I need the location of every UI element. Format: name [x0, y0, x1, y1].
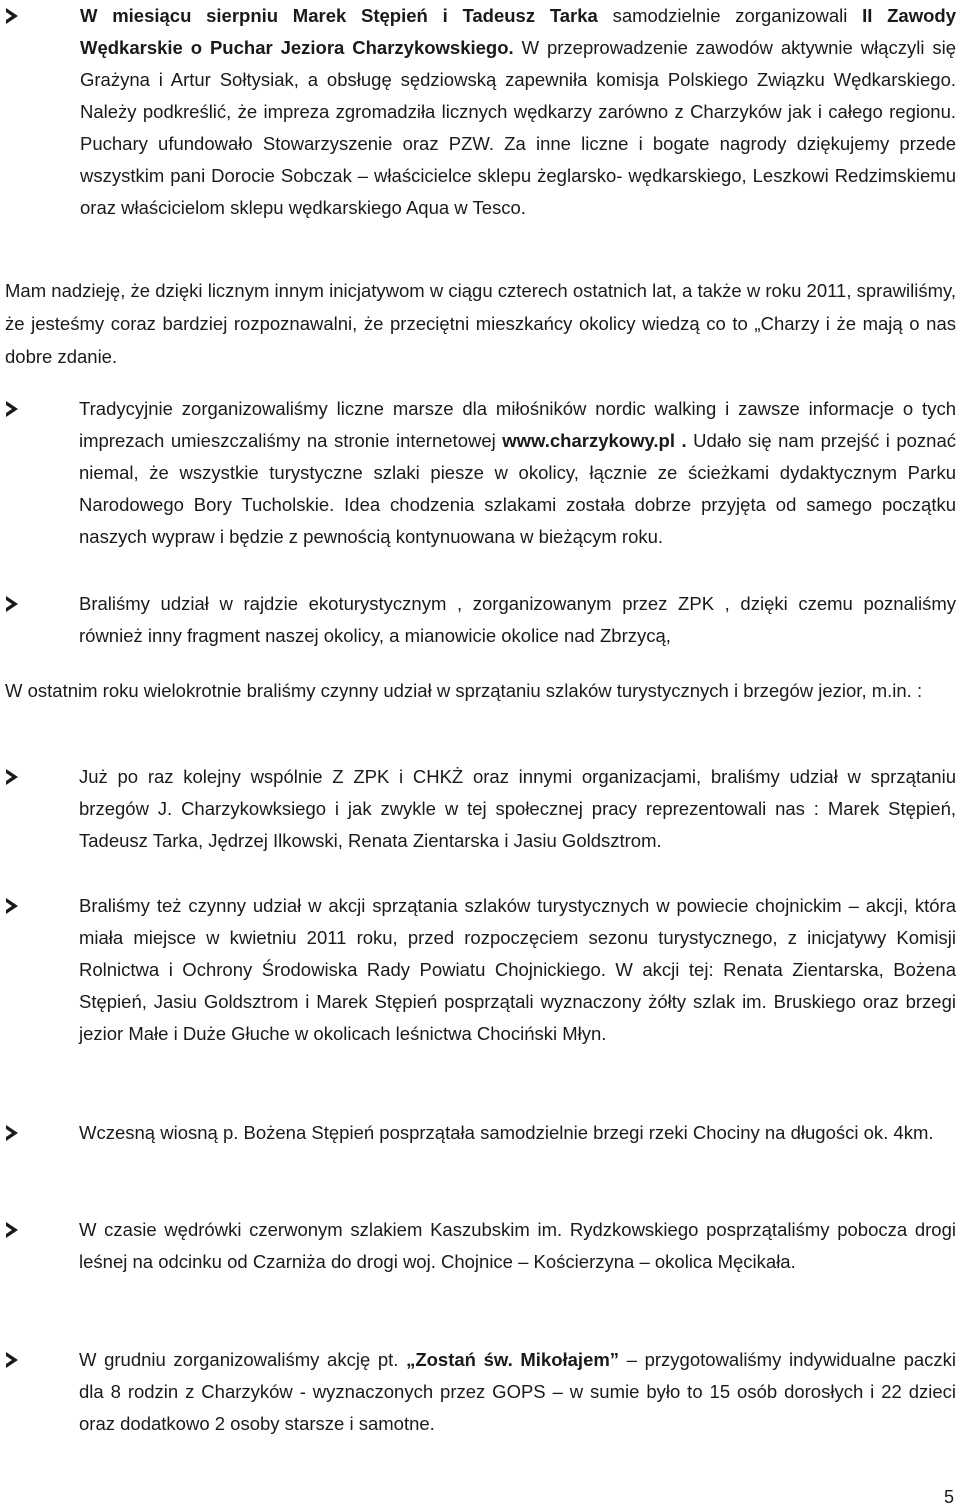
text-span: Tradycyjnie zorganizowaliśmy liczne marsze dla miłośników nordic walking i zawsze informacje o tych imprezach umieszczaliśmy na stronie internetowej	[79, 398, 956, 451]
bullet-text	[80, 0, 956, 224]
paragraph-cleanup-intro: W ostatnim roku wielokrotnie braliśmy czynny udział w sprzątaniu szlaków turystycznych i brzegów jezior, m.in. :	[5, 680, 923, 701]
bullet-text: W czasie wędrówki czerwonym szlakiem Kaszubskim im. Rydzkowskiego posprzątaliśmy pobocza drogi leśnej na odcinku od Czarniża do drogi woj. Chojnice – Kościerzyna – okolica Męcikała.	[79, 1219, 956, 1272]
text-span: Udało się nam przejść i poznać niemal, że wszystkie turystyczne szlaki piesze w okolicy, łącznie ze ścieżkami dydaktycznym Parku Narodowego Bory Tucholskie. Idea chodzenia szlakami została dobrze przyjęta od samego początku naszych wypraw i będzie z pewnością kontynuowana w bieżącym roku.	[79, 430, 956, 547]
bullet-text: Już po raz kolejny wspólnie Z ZPK i CHKŻ oraz innymi organizacjami, braliśmy udział w sprzątaniu brzegów J. Charzykowksiego i jak zwykle w tej społecznej pracy reprezentowali nas : Marek Stępień, Tadeusz Tarka, Jędrzej Ilkowski, Renata Zientarska i Jasiu Goldsztrom.	[79, 766, 956, 851]
bold-text: II Zawody Wędkarskie o Puchar Jeziora Charzykowskiego.	[80, 5, 956, 58]
arrowhead-bullet-icon	[0, 1214, 24, 1246]
arrowhead-bullet-icon	[0, 393, 24, 425]
bullet-trail-cleanup	[0, 890, 956, 1050]
arrowhead-bullet-icon	[0, 761, 24, 793]
arrowhead-bullet-icon	[0, 890, 24, 922]
text-span: samodzielnie zorganizowali	[597, 5, 863, 26]
bullet-river-cleanup	[0, 1117, 956, 1149]
bullet-text: Wczesną wiosną p. Bożena Stępień posprzątała samodzielnie brzegi rzeki Chociny na długości ok. 4km.	[79, 1122, 934, 1143]
text-span: W grudniu zorganizowaliśmy akcję pt.	[79, 1349, 407, 1370]
bullet-santa-action	[0, 1344, 956, 1440]
arrowhead-bullet-icon	[0, 0, 24, 32]
bold-text: „Zostań św. Mikołajem”	[406, 1349, 620, 1370]
arrowhead-bullet-icon	[0, 1344, 24, 1376]
bullet-nordic-walking	[0, 393, 956, 553]
bullet-text	[79, 393, 956, 553]
bullet-lake-cleanup	[0, 761, 956, 857]
text-span: – przygotowaliśmy indywidualne paczki dla 8 rodzin z Charzyków - wyznaczonych przez GOPS – w sumie było to 15 osób dorosłych i 22 dzieci oraz dodatkowo 2 osoby starsze i samotne.	[79, 1349, 957, 1434]
bullet-fishing-contest	[0, 0, 956, 224]
text-span: W przeprowadzenie zawodów aktywnie włączyli się Grażyna i Artur Sołtysiak, a obsługę sędziowską zapewniła komisja Polskiego Związku Wędkarskiego. Należy podkreślić, że impreza zgromadziła licznych wędkarzy zarówno z Charzyków jak i całego regionu. Puchary ufundowało Stowarzyszenie oraz PZW. Za inne liczne i bogate nagrody dziękujemy przede wszystkim pani Dorocie Sobczak – właścicielce sklepu żeglarsko- wędkarskiego, Leszkowi Redzimskiemu oraz właścicielom sklepu wędkarskiego Aqua w Tesco.	[80, 37, 956, 218]
page-number: 5	[943, 1487, 954, 1507]
arrowhead-bullet-icon	[0, 588, 24, 620]
bullet-eco-rally	[0, 588, 956, 652]
bold-text: W miesiącu sierpniu Marek Stępień i Tadeusz Tarka	[80, 5, 598, 26]
bullet-text	[79, 1344, 956, 1440]
bullet-kashubian-trail	[0, 1214, 956, 1278]
paragraph-recognition: Mam nadzieję, że dzięki licznym innym inicjatywom w ciągu czterech ostatnich lat, a także w roku 2011, sprawiliśmy, że jesteśmy coraz bardziej rozpoznawalni, że przeciętni mieszkańcy okolicy wiedzą co to „Charzy i że mają o nas dobre zdanie.	[5, 280, 956, 367]
bullet-text: Braliśmy też czynny udział w akcji sprzątania szlaków turystycznych w powiecie chojnickim – akcji, która miała miejsce w kwietniu 2011 roku, przed rozpoczęciem sezonu turystycznego, z inicjatywy Komisji Rolnictwa i Ochrony Środowiska Rady Powiatu Chojnickiego. W akcji tej: Renata Zientarska, Bożena Stępień, Jasiu Goldsztrom i Marek Stępień posprzątali wyznaczony żółty szlak im. Bruskiego oraz brzegi jezior Małe i Duże Głuche w okolicach leśnictwa Chociński Młyn.	[79, 895, 956, 1044]
website-link[interactable]: www.charzykowy.pl .	[502, 430, 687, 451]
bullet-text: Braliśmy udział w rajdzie ekoturystycznym , zorganizowanym przez ZPK , dzięki czemu poznaliśmy również inny fragment naszej okolicy, a mianowicie okolice nad Zbrzycą,	[79, 593, 956, 646]
arrowhead-bullet-icon	[0, 1117, 24, 1149]
